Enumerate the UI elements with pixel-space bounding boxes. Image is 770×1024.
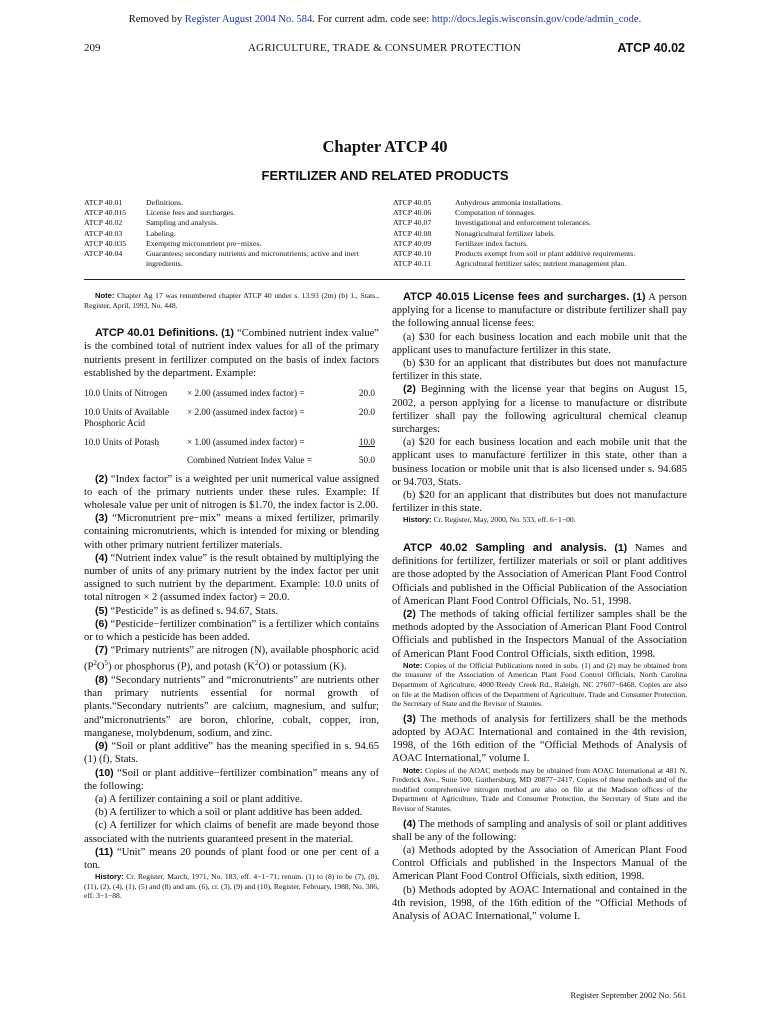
toc-number: ATCP 40.11 (393, 259, 431, 269)
section-heading: ATCP 40.02 Sampling and analysis. (403, 542, 607, 555)
removal-banner (0, 14, 770, 25)
toc-entry (84, 218, 368, 228)
toc-title: Guarantees; secondary nutrients and micronutrients; active and inert ingredients. (146, 249, 359, 269)
toc-number: ATCP 40.02 (84, 218, 123, 228)
history-note (84, 872, 379, 901)
toc-entry (84, 198, 368, 208)
paragraph-text: “Pesticide−fertilizer combination” is a fertilizer which contains or to which a pesticide has been added. (84, 618, 379, 643)
paragraph-text: “Micronutrient pre−mix” means a mixed fertilizer, primarily containing micronutrients, which is intended for mixing or blending with other primary nutrient fertilizer materials. (84, 513, 379, 551)
toc-entry (84, 208, 368, 218)
history-text: Cr. Register, March, 1971, No. 183, eff. 4−1−71; renum. (1) to (8) to be (7), (8), (11), (2), (4), (1), (5) and (8) and am. (6), cr. (3), (9) and (10), Register, February, 1988, No. 386, eff. 3−1−88. (84, 872, 379, 901)
example-total-row (84, 455, 379, 467)
subsection-number: (5) (95, 604, 108, 617)
toc-title: Labeling. (146, 228, 176, 238)
toc-title: Investigational and enforcement tolerances. (455, 218, 591, 228)
example-row (84, 407, 379, 430)
example-total-label: Combined Nutrient Index Value = (187, 455, 312, 465)
paragraph-text: The methods of sampling and analysis of soil or plant additives shall be any of the following: (392, 818, 687, 843)
toc-title: Sampling and analysis. (146, 218, 219, 228)
register-link[interactable]: Register August 2004 No. 584 (184, 14, 313, 25)
toc-title: Fertilizer index factors. (455, 238, 528, 248)
example-factor: × 2.00 (assumed index factor) = (187, 388, 305, 398)
section-40-01 (84, 327, 379, 380)
note-label: Note: (95, 291, 115, 300)
toc-number: ATCP 40.08 (393, 228, 432, 238)
admin-code-link[interactable]: http://docs.legis.wisconsin.gov/code/admin_code (431, 14, 639, 25)
banner-text: Removed by (128, 14, 185, 25)
page-number: 209 (84, 42, 101, 54)
banner-text-mid: . For current adm. code see: (312, 14, 432, 25)
subsection-8 (84, 674, 379, 740)
paragraph-text: O (96, 661, 105, 673)
note-label: Note: (403, 660, 423, 670)
toc-entry (393, 218, 685, 228)
history-text: Cr. Register, May, 2000, No. 533, eff. 6−1−00. (433, 515, 576, 525)
paragraph-10c: (c) A fertilizer for which claims of benefit are made beyond those associated with the nutrients guaranteed present in the material. (84, 820, 379, 845)
subsection-number: (7) (95, 644, 108, 657)
header-title: AGRICULTURE, TRADE & CONSUMER PROTECTION (248, 42, 521, 54)
left-column (84, 291, 379, 901)
superscript: 2 (93, 659, 97, 668)
subsection-11 (84, 846, 379, 872)
toc-number: ATCP 40.035 (84, 238, 127, 248)
toc-entry (84, 239, 368, 249)
chapter-note (84, 291, 379, 310)
paragraph-text: “Combined nutrient index value” is the combined total of nutrient index values for all of the primary nutrients present in fertilizer computed on the basis of index factors established by the department. Example: (84, 328, 379, 379)
toc-title: Definitions. (146, 198, 184, 207)
section-40-015 (392, 291, 687, 331)
note-text: Copies of the AOAC methods may be obtained from AOAC International at 481 N. Frederick Ave., Suite 500, Gaithersburg, MD 20877−2417. Copies of these methods and of the modified comprehensive nitrogen method are also on file at the Madison offices of the Department of Agriculture, Trade and Consumer Protection, the Secretary of State and the Revisor of Statutes. (392, 765, 687, 814)
example-factor: × 2.00 (assumed index factor) = (187, 406, 305, 417)
paragraph-text: A person applying for a license to manufacture or distribute fertilizer shall pay the following annual license fees: (392, 292, 687, 330)
paragraph-text: The methods of taking official fertilizer samples shall be the methods adopted by the Association of American Plant Food Control Officials and published in the Inspectors Manual of the Association of American Plant Food Control Officials, sixth edition, 1998. (392, 609, 687, 660)
paragraph-10a: (a) A fertilizer containing a soil or plant additive. (95, 793, 303, 805)
subsection-number: (2) (95, 472, 108, 485)
example-row (84, 437, 379, 449)
note-text: Chapter Ag 17 was renumbered chapter ATCP 40 under s. 13.93 (2m) (b) 1., Stats., Register, April, 1993, No. 448. (84, 291, 380, 310)
history-label: History: (95, 872, 124, 882)
section-heading: ATCP 40.01 Definitions. (95, 327, 219, 340)
paragraph-4a: (a) Methods adopted by the Association of American Plant Food Control Officials and published in the Inspectors Manual of the American Plant Food Control Officials, sixth edition, 1998. (392, 845, 687, 883)
toc-title: Products exempt from soil or plant additive requirements. (455, 249, 636, 259)
aoac-note (392, 766, 687, 814)
subsection-number: (2) (403, 608, 416, 621)
subsection-number: (9) (95, 740, 108, 753)
toc-entry (393, 259, 685, 269)
toc-title: License fees and surcharges. (146, 208, 236, 218)
register-footer: Register September 2002 No. 561 (570, 990, 686, 1000)
paragraph-text: “Unit” means 20 pounds of plant food or one per cent of a ton. (84, 846, 379, 871)
toc-title: Anhydrous ammonia installations. (455, 198, 563, 207)
history-note (392, 515, 687, 525)
toc-number: ATCP 40.03 (84, 228, 123, 238)
toc-divider (84, 279, 685, 280)
paragraph-text: “Secondary nutrients” and “micronutrients” are nutrients other than primary nutrients essential for normal growth of plants.“Secondary nutrients” are calcium, magnesium, and sulfur; and“micronutrients” are boron, chlorine, cobalt, copper, iron, manganese, molybdenum, sodium, and zinc. (84, 675, 379, 739)
toc-left (84, 198, 368, 269)
note-text: Copies of the Official Publications noted in subs. (1) and (2) may be obtained from the treasurer of the Association of American Plant Food Control Officials, North Carolina Department of Agriculture, 4000 Reedy Creek Rd., Raleigh, NC 27607−6468. Copies are also on file at the Madison offices of the Department of Agriculture, Trade and Consumer Protection, the Secretary of State and the Revisor of Statutes. (392, 660, 687, 709)
toc-number: ATCP 40.05 (393, 198, 432, 207)
subsection-4 (84, 552, 379, 605)
subsection-2 (392, 383, 687, 436)
subsection-10 (84, 767, 379, 793)
toc-title: Nonagricultural fertilizer labels. (455, 228, 556, 238)
toc-number: ATCP 40.10 (393, 249, 432, 259)
chapter-label: Chapter ATCP 40 (322, 137, 448, 156)
paragraph-2b: (b) $20 for an applicant that distributes but does not manufacture fertilizer in this state. (392, 490, 687, 515)
toc-entry (84, 229, 368, 239)
example-item: 10.0 Units of Nitrogen (84, 388, 168, 398)
paragraph-text: “Primary nutrients” are nitrogen (N), available phosphoric acid (P (84, 645, 379, 673)
paragraph-text: “Soil or plant additive−fertilizer combination” means any of the following: (84, 767, 379, 792)
paragraph-2a: (a) $20 for each business location and each mobile unit that the applicant uses to manufacture fertilizer in this state, other than a business location or mobile unit that is also licensed under s. 94.685 or 94.703, Stats. (392, 437, 687, 488)
paragraph-text: ) or phosphorus (P), and potash (K (108, 661, 255, 673)
toc-number: ATCP 40.01 (84, 198, 123, 207)
subsection-number: (1) (614, 542, 628, 555)
paragraph-text: “Index factor” is a weighted per unit numerical value assigned to each of the primary nutrients under these rules. Example: If wholesale value per unit of nitrogen is $1.70, the index factor is 2.00. (84, 473, 379, 511)
toc-number: ATCP 40.07 (393, 218, 432, 228)
toc-title: Exempting micronutrient pre−mixes. (146, 238, 262, 248)
section-40-02 (392, 542, 687, 608)
toc-number: ATCP 40.06 (393, 208, 432, 218)
history-label: History: (403, 515, 432, 525)
right-column (392, 291, 687, 923)
subsection-number: (10) (95, 766, 114, 779)
paragraph-1b: (b) $30 for an applicant that distributes but does not manufacture fertilizer in this state. (392, 358, 687, 383)
subsection-number: (3) (403, 712, 416, 725)
header-section-code: ATCP 40.02 (617, 41, 685, 55)
example-factor: × 1.00 (assumed index factor) = (187, 436, 305, 447)
subsection-3 (84, 512, 379, 552)
example-value: 20.0 (358, 388, 375, 398)
paragraph-text: “Soil or plant additive” has the meaning specified in s. 94.65 (1) (f), Stats. (84, 741, 379, 766)
subsection-2 (84, 473, 379, 513)
subsection-number: (1) (632, 291, 646, 303)
subsection-number: (4) (403, 817, 416, 830)
paragraph-text: Names and definitions for fertilizer, fertilizer materials or soil or plant additives are those adopted by the Association of American Plant Food Control Officials and published in the Official Publication of the Association of American Plant Food Control Officials, No. 51, 1998. (392, 543, 687, 607)
paragraph-10b: (b) A fertilizer to which a soil or plant additive has been added. (95, 807, 363, 819)
superscript: 2 (254, 659, 259, 668)
subsection-9 (84, 740, 379, 766)
paragraph-text: “Nutrient index value” is the result obtained by multiplying the number of units of any primary nutrient by the index factor per unit assigned to such nutrient by the department. Example: 10.0 units of total nitrogen × 2 (assumed index factor) = 20.0. (84, 552, 379, 604)
toc-entry (84, 249, 368, 269)
toc-entry (393, 198, 685, 208)
banner-text-end: . (638, 14, 642, 25)
example-item: 10.0 Units of Potash (84, 436, 160, 447)
subsection-2 (392, 608, 687, 661)
note-label: Note: (403, 765, 423, 775)
subsection-5 (84, 605, 379, 618)
subsection-number: (2) (403, 383, 416, 396)
paragraph-1a: (a) $30 for each business location and each mobile unit that the applicant uses to manufacture fertilizer in this state. (392, 331, 687, 356)
toc-title: Agricultural fertilizer sales; nutrient management plan. (455, 259, 627, 269)
subsection-6 (84, 618, 379, 644)
toc-title: Computation of tonnages. (455, 208, 536, 218)
subsection-number: (3) (95, 512, 108, 525)
example-row (84, 388, 379, 400)
paragraph-text: Beginning with the license year that begins on August 15, 2002, a person applying for a license to manufacture or distribute fertilizer shall pay the following agricultural chemical cleanup surcharges: (392, 384, 688, 436)
subsection-number: (8) (95, 674, 108, 687)
toc-number: ATCP 40.015 (84, 208, 127, 218)
paragraph-text: O) or potassium (K). (258, 661, 347, 673)
subsection-number: (1) (221, 327, 235, 340)
superscript: 5 (104, 659, 109, 668)
paragraph-text: “Pesticide” is as defined s. 94.67, Stats. (110, 605, 279, 617)
section-heading: ATCP 40.015 License fees and surcharges. (403, 291, 630, 303)
toc-number: ATCP 40.04 (84, 249, 123, 259)
subsection-3 (392, 713, 687, 766)
subsection-number: (4) (95, 551, 108, 564)
toc-entry (393, 229, 685, 239)
example-value: 20.0 (358, 406, 375, 417)
toc-entry (393, 239, 685, 249)
toc-right (393, 198, 685, 269)
subsection-number: (11) (95, 845, 114, 858)
example-value: 10.0 (358, 436, 375, 447)
paragraph-text: The methods of analysis for fertilizers shall be the methods adopted by AOAC International and contained in the 4th revision, 1998, of the 16th edition of the “Official Methods of Analysis of AOAC International,” volume I. (392, 713, 687, 765)
example-item: 10.0 Units of Available Phosphoric Acid (84, 406, 170, 428)
toc-number: ATCP 40.09 (393, 238, 432, 248)
subsection-number: (6) (95, 617, 108, 630)
chapter-title: FERTILIZER AND RELATED PRODUCTS (261, 168, 509, 183)
example-total: 50.0 (358, 455, 375, 465)
publications-note (392, 661, 687, 709)
toc-entry (393, 249, 685, 259)
subsection-4 (392, 818, 687, 844)
subsection-7 (84, 644, 379, 674)
nutrient-index-example (84, 388, 379, 467)
paragraph-4b: (b) Methods adopted by AOAC International and contained in the 4th revision, 1998, of the 16th edition of the “Official Methods of Analysis of AOAC International,” volume I. (392, 884, 687, 923)
toc-entry (393, 208, 685, 218)
